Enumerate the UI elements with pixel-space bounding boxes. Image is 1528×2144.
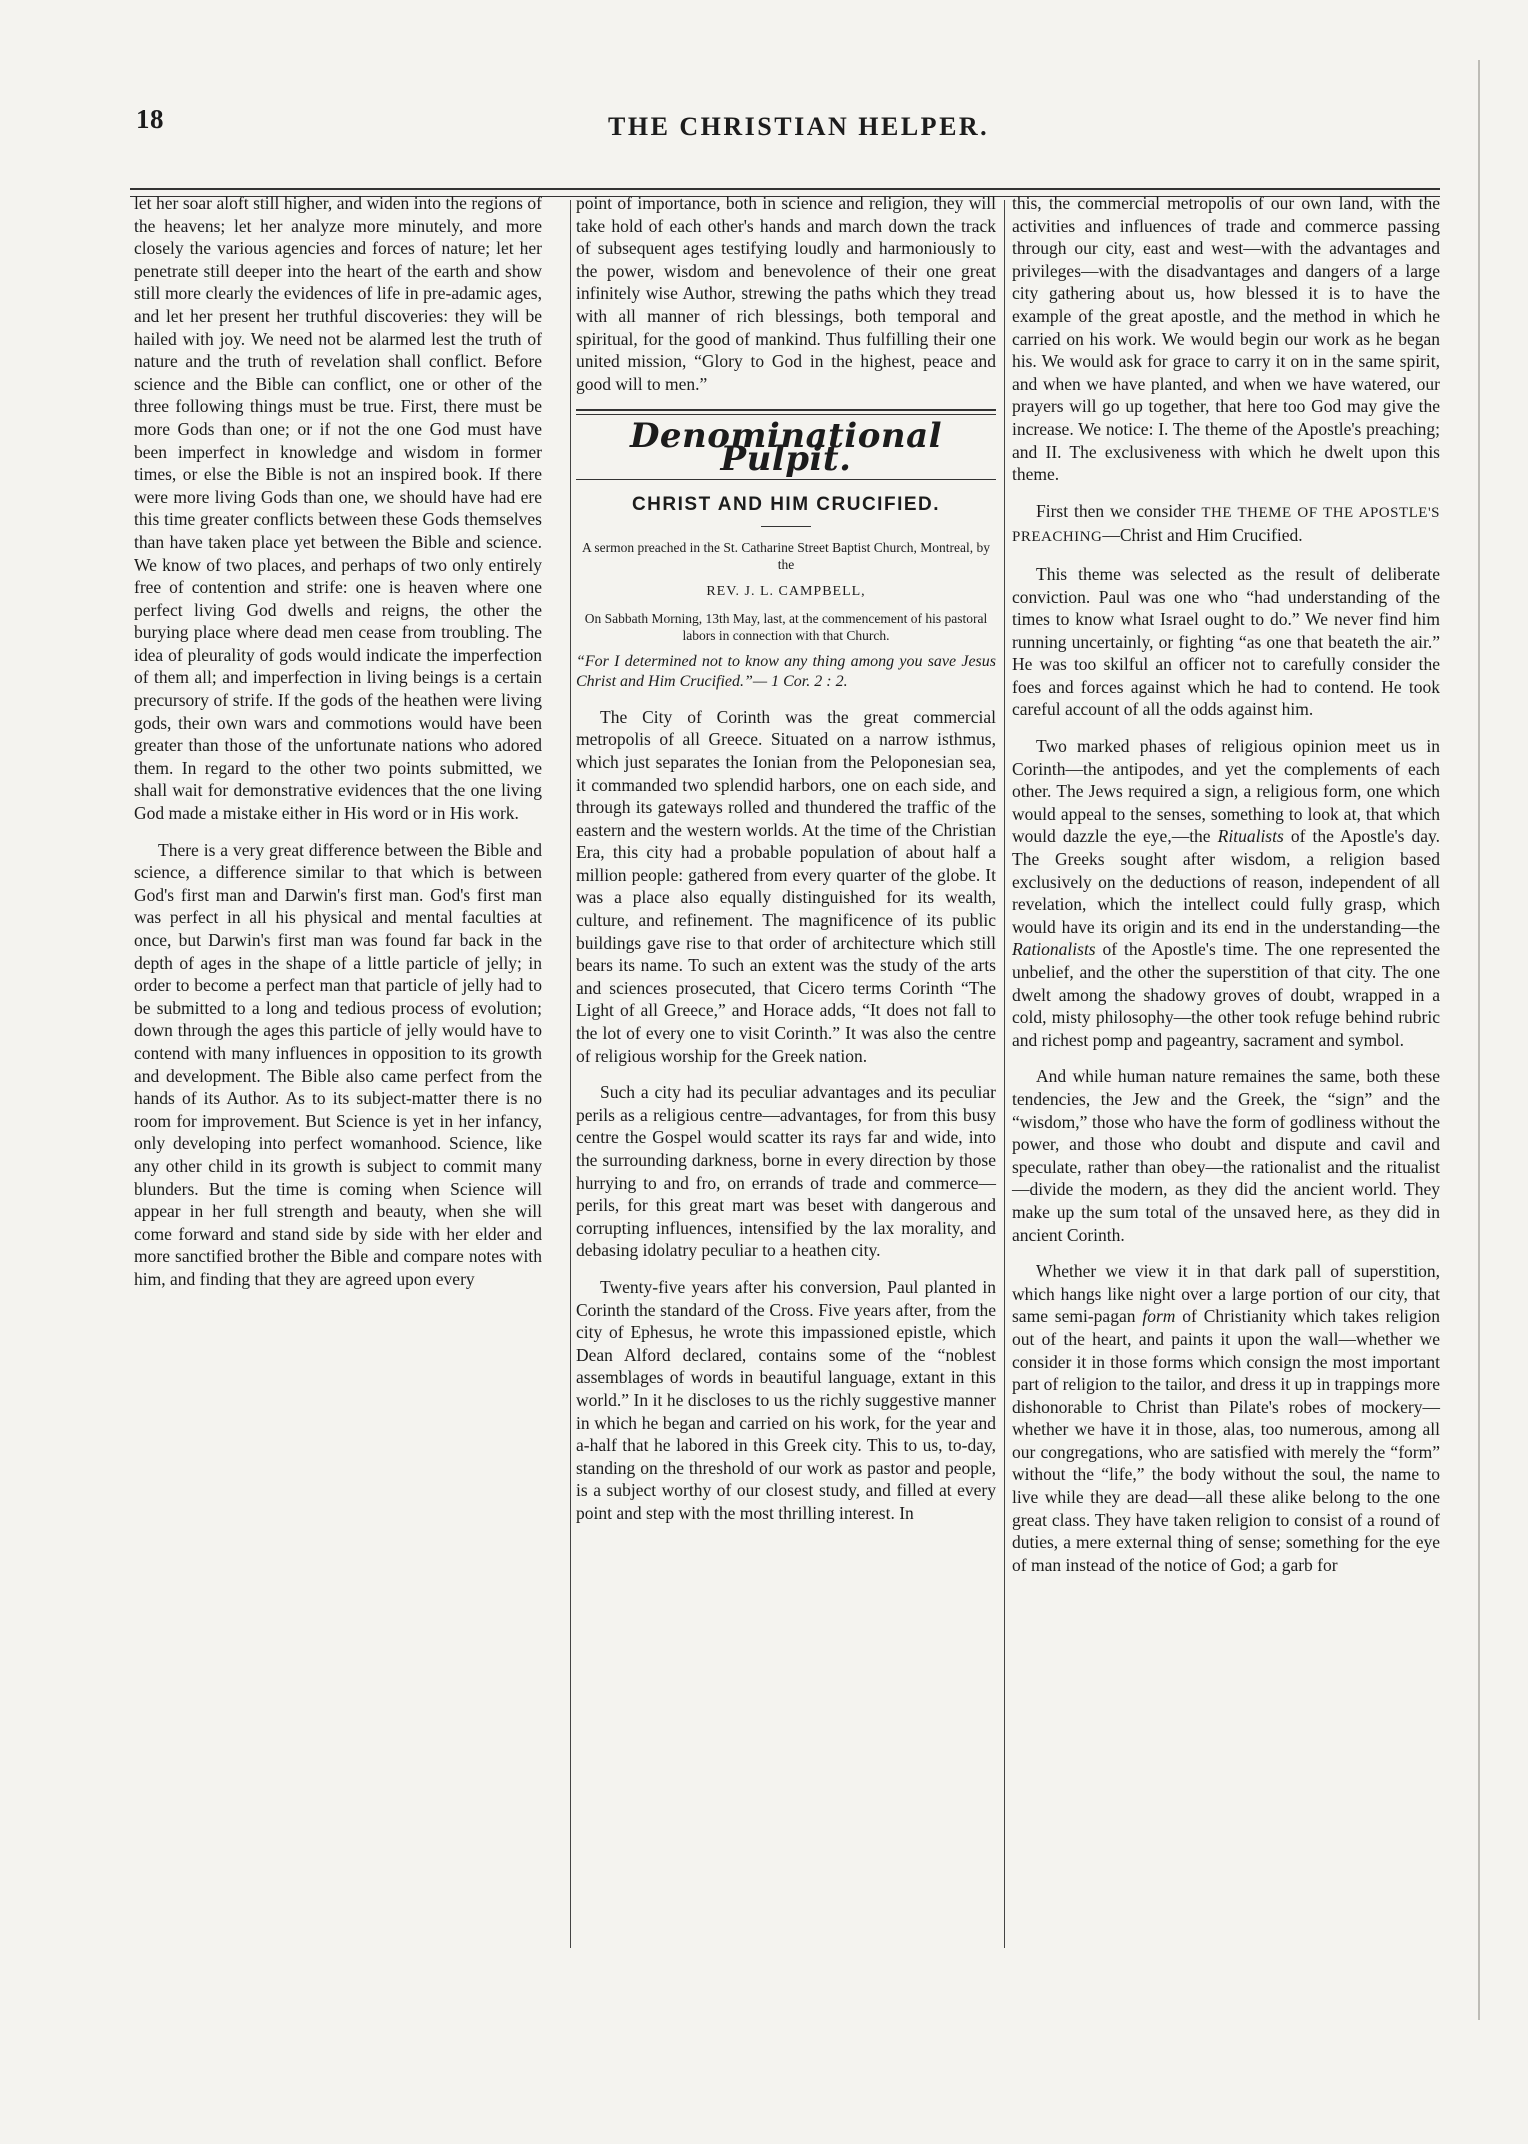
sermon-date-note: On Sabbath Morning, 13th May, last, at the commencement of his pastoral labors in connection with that Church. (584, 610, 988, 643)
theme-caps: THE THEME OF THE APOSTLE'S PREACHING (1012, 504, 1441, 546)
text-run: Whether we view it in that dark pall of superstition, which hangs like night over a large portion of our city, that same semi-pagan (1012, 1261, 1440, 1327)
paragraph (1012, 500, 1440, 549)
column-3 (1012, 192, 1440, 1590)
paragraph: this, the commercial metropolis of our own land, with the activities and influences of trade and commerce passing through our city, east and west—with the advantages and privileges—with the disadvantages and dangers of a large city gathering about us, how blessed it is to have the example of the great apostle, and the method in which he carried on his work. We would begin our work as he began his. We would ask for grace to carry it on in the same spirit, and when we have planted, and when we have watered, our prayers will go up together, that here too God may give the increase. We notice: I. The theme of the Apostle's preaching; and II. The exclusiveness with which he dwelt upon this theme. (1012, 193, 1440, 485)
italic-term: Ritualists (1217, 826, 1284, 847)
preacher-name: REV. J. L. CAMPBELL, (706, 584, 866, 600)
running-header (136, 104, 1436, 148)
section-heading: Denominational Pulpit. (629, 416, 943, 479)
paragraph: point of importance, both in science and religion, they will take hold of each other's hands and march down the track of subsequent ages testifying loudly and harmoniously to the power, wisdom and benevolence of their one great infinitely wise Author, strewing the paths which they tread with all manner of rich blessings, both temporal and spiritual, for the good of mankind. Thus fulfilling their one united mission, “Glory to God in the highest, peace and good will to men.” (576, 193, 996, 394)
text-run: of the Apostle's time. The one represented the unbelief, and the other the superstition of that city. The one dwelt among the shadowy groves of doubt, wrapped in a cold, misty philosophy—the other took refuge behind rubric and richest pomp and pageantry, sacrament and symbol. (1012, 939, 1441, 1050)
paragraph: let her soar aloft still higher, and widen into the regions of the heavens; let her analyze more minutely, and more closely the various agencies and forces of nature; let her penetrate still deeper into the heart of the earth and show still more clearly the evidences of life in pre-adamic ages, and let her present her truthful discoveries: they will be hailed with joy. We need not be alarmed lest the truth of nature and the truth of revelation shall conflict. Before science and the Bible can conflict, one or other of the three following things must be true. First, there must be more Gods than one; or if not the one God must have been imperfect in knowledge and wisdom in former times, or else the Bible is not an inspired book. If there were more living Gods than one, we should have had ere this time greater conflicts between these Gods themselves than have taken place yet between the Bible and science. We know of two places, and perhaps of two only entirely free of contention and strife: one is heaven where one perfect living God dwells and reigns, the other the burying place where dead men cease from troubling. The idea of pleurality of gods would indicate the imperfection of them all; and imperfection in living beings is a certain precursory of strife. If the gods of the heathen were living gods, their own wars and commotions would have been greater than those of the unfortunate nations who adored them. In regard to the other two points submitted, we shall wait for demonstrative evidences that the one living God made a mistake either in His word or in His work. (134, 193, 542, 824)
column-divider-1 (570, 200, 571, 1948)
scripture-epigraph: “For I determined not to know any thing among you save Jesus Christ and Him Crucified.”— 1 Cor. 2 : 2. (576, 652, 996, 690)
section-rule (576, 409, 996, 415)
page-number: 18 (136, 104, 164, 134)
italic-term: form (1142, 1306, 1176, 1327)
paragraph: This theme was selected as the result of deliberate conviction. Paul was one who “had understanding of the times to know what Israel ought to do.” We never find him running uncertainly, or fighting “as one that beateth the air.” He was too skilful an officer not to carefully consider the foes and forces against which he had to contend. He took careful account of all the odds against him. (1012, 563, 1440, 720)
text-run: —Christ and Him Crucified. (1102, 525, 1303, 546)
column-divider-2 (1004, 200, 1005, 1948)
paragraph: Twenty-five years after his conversion, Paul planted in Corinth the standard of the Cross. Five years after, from the city of Ephesus, he wrote this impassioned epistle, which Dean Alford declared, contains some of the “noblest assemblages of words in beautiful language, extant in this world.” In it he discloses to us the richly suggestive manner in which he began and carried on his work, for the year and a-half that he labored in this Greek city. This to us, to-day, standing on the threshold of our work as pastor and people, is a subject worthy of our closest study, and filled at every point and step with the most thrilling interest. In (576, 1276, 996, 1523)
column-1 (134, 192, 542, 1305)
text-run: of Christianity which takes religion out of the heart, and paints it upon the wall—whether we consider it in those forms which consign the most important part of religion to the tailor, and dress it up in trappings more dishonorable to Christ than Pilate's robes of mockery—whether we have it in those, alas, too numerous, among all our congregations, who are satisfied with merely the “form” without the “life,” the body without the soul, the name to live while they are dead—all these alike belong to the one great class. They have taken religion to consist of a round of duties, a mere external thing of sense; something for the eye of man instead of the notice of God; a garb for (1012, 1306, 1441, 1575)
paragraph (1012, 1260, 1440, 1576)
page-edge-line (1478, 60, 1480, 2020)
text-run: First then we consider (1036, 500, 1196, 521)
paragraph: Such a city had its peculiar advantages and its peculiar perils as a religious centre—advantages, for from this busy centre the Gospel would scatter its rays far and wide, into the surrounding darkness, borne in every direction by those hurrying to and fro, on errands of trade and commerce—perils, for this great mart was beset with dangerous and corrupting influences, intensified by the lax morality, and debasing idolatry peculiar to a heathen city. (576, 1082, 996, 1261)
sermon-title: CHRIST AND HIM CRUCIFIED. (631, 493, 941, 515)
paragraph: The City of Corinth was the great commercial metropolis of all Greece. Situated on a narrow isthmus, which just separates the Ionian from the Peloponesian sea, it commanded two splendid harbors, one on each side, and through its gateways rolled and thundered the traffic of the eastern and the western worlds. At the time of the Christian Era, this city had a probable population of about half a million people: gathered from every quarter of the globe. It was a place also equally distinguished for its wealth, culture, and refinement. The magnificence of its public buildings gave rise to that order of architecture which still bears its name. To such an extent was the study of the arts and sciences prosecuted, that Cicero terms Corinth “The Light of all Greece,” and Horace adds, “It does not fall to the lot of every one to visit Corinth.” It was also the centre of religious worship for the Greek nation. (576, 706, 996, 1066)
journal-title: THE CHRISTIAN HELPER. (608, 112, 990, 141)
paragraph (1012, 735, 1440, 1051)
text-run: Two marked phases of religious opinion meet us in Corinth—the antipodes, and yet the complements of each other. The Jews required a sign, a religious form, one which would appeal to the senses, something to look at, that which would dazzle the eye,—the (1012, 736, 1440, 847)
paragraph: There is a very great difference between the Bible and science, a difference similar to that which is between God's first man and Darwin's first man. God's first man was perfect in all his physical and mental faculties at once, but Darwin's first man was found far back in the depth of ages in the shape of a little particle of jelly; in order to become a perfect man that particle of jelly had to be submitted to a long and tedious process of evolution; down through the ages this particle of jelly would have to contend with many influences in opposition to its growth and development. The Bible also came perfect from the hands of its Author. As to its subject-matter there is no room for improvement. But Science is yet in her infancy, only developing into perfect womanhood. Science, like any other child in its growth is subject to commit many blunders. But the time is coming when Science will appear in her full strength and beauty, when she will come forward and stand side by side with her elder and more sanctified brother the Bible and compare notes with him, and finding that they are agreed upon every (134, 839, 542, 1289)
sermon-note: A sermon preached in the St. Catharine Street Baptist Church, Montreal, by the (582, 540, 990, 573)
italic-term: Rationalists (1012, 939, 1096, 960)
paragraph: And while human nature remaines the same, both these tendencies, the Jew and the Greek, the “sign” and the “wisdom,” those who have the form of godliness without the power, and those who doubt and dispute and cavil and speculate, rather than obey—the rationalist and the ritualist—divide the modern, as they did the ancient world. They make up the sum total of the unsaved here, as they did in ancient Corinth. (1012, 1066, 1440, 1245)
header-rule-thick (130, 188, 1440, 190)
short-rule (761, 526, 811, 527)
column-2 (576, 192, 996, 1539)
text-run: of the Apostle's day. The Greeks sought after wisdom, a religion based exclusively on the deductions of reason, independent of all revelation, which the intellect could fully grasp, which would have its origin and its end in the understanding—the (1012, 826, 1441, 937)
